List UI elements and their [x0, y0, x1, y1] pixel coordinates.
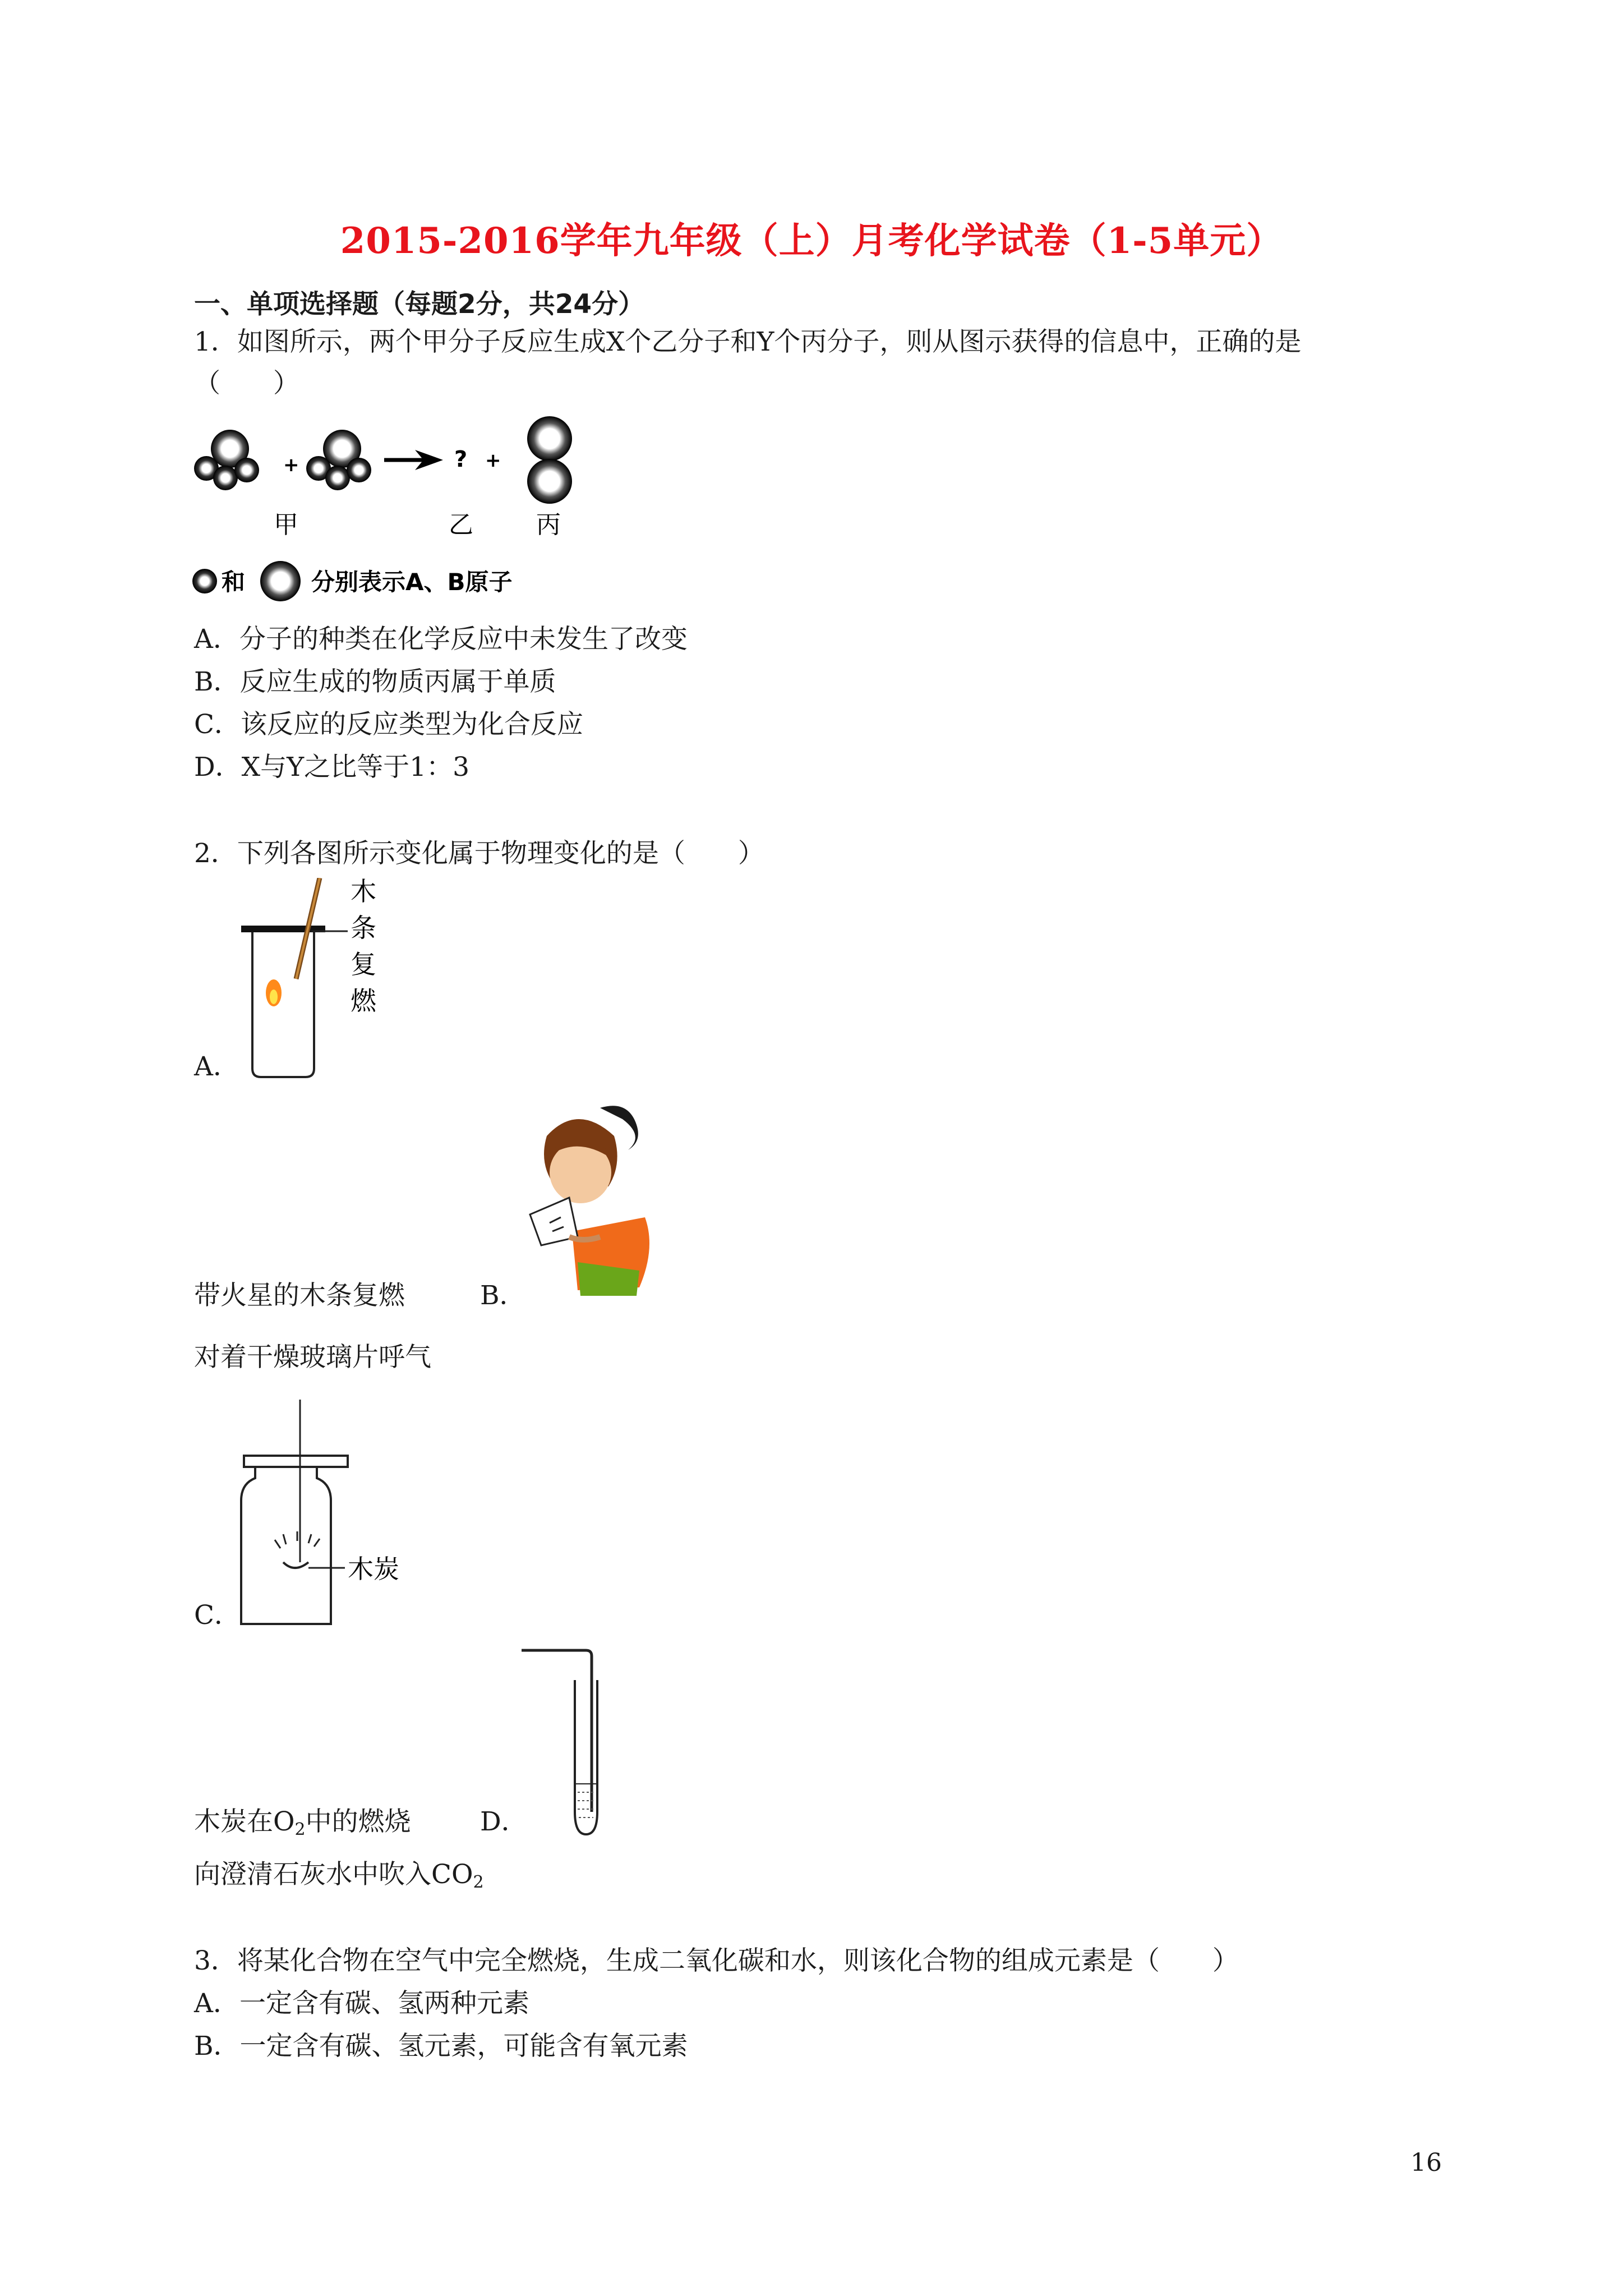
label-jia: 甲	[274, 510, 298, 539]
label-bing: 丙	[536, 510, 561, 539]
q1-option-d: D．X与Y之比等于1：3	[194, 752, 469, 783]
q2-caption-d-pre: 向澄清石灰水中吹入CO	[194, 1859, 473, 1890]
q1-option-c: C．该反应的反应类型为化合反应	[194, 709, 583, 740]
q2-stem: 2．下列各图所示变化属于物理变化的是（ ）	[194, 838, 764, 869]
q2-caption-b: 对着干燥玻璃片呼气	[194, 1342, 431, 1373]
q3-stem: 3．将某化合物在空气中完全燃烧，生成二氧化碳和水，则该化合物的组成元素是（ ）	[194, 1945, 1239, 1976]
q2-caption-c-post: 中的燃烧	[305, 1806, 411, 1837]
page-number: 16	[1410, 2148, 1442, 2177]
reaction-arrow	[384, 450, 443, 470]
q1-reaction-figure	[191, 415, 617, 606]
q1-stem-line2: （ ）	[194, 368, 299, 399]
molecule-jia-2	[306, 430, 371, 490]
molecule-bing	[527, 416, 572, 504]
q1-option-b: B．反应生成的物质丙属于单质	[194, 666, 556, 697]
q2-caption-d-sub: 2	[473, 1872, 484, 1892]
question-mark: ?	[454, 447, 468, 472]
legend	[192, 561, 513, 601]
svg-text:+: +	[485, 449, 501, 472]
molecule-jia-1	[194, 430, 259, 490]
legend-text: 分别表示A、B原子	[311, 568, 513, 596]
figure-a-char-4: 燃	[351, 986, 376, 1016]
q2-caption-c-pre: 木炭在O	[194, 1806, 295, 1837]
q3-option-b: B．一定含有碳、氢元素，可能含有氧元素	[194, 2031, 688, 2062]
q2-figure-d	[516, 1644, 617, 1846]
q2-option-b: B．	[480, 1280, 526, 1311]
q2-figure-a	[236, 878, 415, 1091]
q3-option-a: A．一定含有碳、氢两种元素	[194, 1988, 529, 2019]
q2-option-a: A．	[194, 1051, 239, 1082]
q2-caption-d	[194, 1858, 484, 1899]
section-heading: 一、单项选择题（每题2分，共24分）	[194, 289, 645, 320]
q2-option-c: C．	[194, 1600, 241, 1631]
page-title: 2015-2016学年九年级（上）月考化学试卷（1-5单元）	[340, 220, 1283, 262]
label-yi: 乙	[449, 510, 473, 539]
q2-caption-a: 带火星的木条复燃	[194, 1280, 405, 1311]
q1-stem-line1: 1．如图所示，两个甲分子反应生成X个乙分子和Y个丙分子，则从图示获得的信息中，正确的是	[194, 326, 1302, 357]
q2-figure-c	[230, 1400, 421, 1635]
q1-option-a: A．分子的种类在化学反应中未发生了改变	[194, 624, 688, 655]
figure-a-char-1: 木	[351, 878, 376, 907]
figure-a-char-2: 条	[351, 913, 376, 943]
legend-he: 和	[222, 568, 246, 596]
svg-text:+: +	[283, 454, 299, 476]
q2-option-d: D．	[480, 1806, 528, 1837]
figure-a-char-3: 复	[351, 949, 376, 979]
q2-caption-c-sub: 2	[294, 1820, 306, 1839]
q2-figure-b	[516, 1102, 662, 1310]
q2-caption-c	[194, 1805, 411, 1847]
figure-c-label: 木炭	[348, 1554, 399, 1584]
